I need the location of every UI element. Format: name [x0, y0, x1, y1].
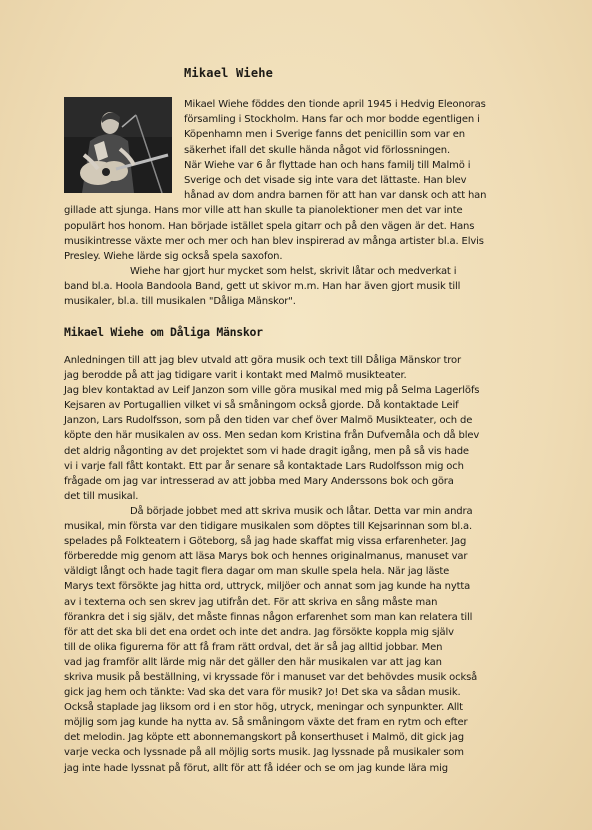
bio-line: Köpenhamn men i Sverige fanns det penicillin som var en	[184, 129, 465, 141]
bio-line: hånad av dom andra barnen för att han var dansk och att han	[184, 190, 487, 202]
page-title: Mikael Wiehe	[184, 66, 274, 80]
bio-line: säkerhet ifall det skulle hända något vid förlossningen.	[184, 144, 450, 156]
article-line: gick jag hem och tänkte: Vad ska det vara för musik? Jo! Det ska va sådan musik.	[64, 687, 461, 699]
article-line: av i texterna och sen skrev jag utifrån det. För att skriva en sång måste man	[64, 596, 438, 608]
article-text	[64, 353, 534, 776]
article-line: spelades på Folkteatern i Göteborg, så jag hade skaffat mig vissa erfarenheter. Jag	[64, 536, 467, 548]
article-line: köpte den här musikalen av oss. Men sedan kom Kristina från Dufvemåla och då blev	[64, 430, 480, 442]
article-line: Anledningen till att jag blev utvald att göra musik och text till Dåliga Mänskor tror	[64, 355, 461, 366]
article-line: förberedde mig genom att läsa Marys bok och hennes originalmanus, manuset var	[64, 551, 468, 563]
article-line: Kejsaren av Portugallien vilket vi så småningom också gjorde. Då kontaktade Leif	[64, 400, 459, 412]
article-line: det aldrig någonting av det projektet som vi hade dragit igång, men på så vis hade	[64, 445, 469, 457]
article-line: Jag blev kontaktad av Leif Janzon som ville göra musikal med mig på Selma Lagerlöfs	[64, 385, 480, 397]
bio-line: Sverige och det visade sig inte vara det lättaste. Han blev	[184, 174, 467, 186]
bio-line: gillade att sjunga. Hans mor ville att han skulle ta pianolektioner men det var inte	[64, 205, 463, 217]
bio-line: Mikael Wiehe föddes den tionde april 1945 i Hedvig Eleonoras	[184, 99, 486, 110]
article-line: till de olika figurerna för att få fram rätt ordval, det är så jag alltid jobbar. Men	[64, 641, 443, 653]
article-line: jag berodde på att jag tidigare varit i kontakt med Malmö musikteater.	[64, 370, 407, 382]
article-line: Marys text försökte jag hitta ord, uttryck, miljöer och annat som jag kunde ha nytta	[64, 581, 471, 593]
article-line: musikal, min första var den tidigare musikalen som döptes till Kejsarinnan som bl.a.	[64, 521, 473, 533]
article-line: det till musikal.	[64, 490, 139, 502]
biography-text	[64, 97, 524, 310]
article-line: Janzon, Lars Rudolfsson, som på den tiden var chef över Malmö Musikteater, och de	[64, 415, 473, 427]
article-line: varje vecka och lyssnade på all möjlig sorts musik. Jag lyssnade på musikaler som	[64, 747, 464, 759]
article-heading: Mikael Wiehe om Dåliga Mänskor	[64, 325, 263, 339]
article-line: väldigt långt och hade tagit flera dagar om man skulle spela hela. När jag läste	[64, 566, 450, 578]
bio-line: band bl.a. Hoola Bandoola Band, gett ut skivor m.m. Han har även gjort musik till	[64, 281, 461, 293]
article-line: för att det ska bli det ena ordet och inte det andra. Jag försökte koppla mig själv	[64, 626, 454, 638]
article-line: möjlig som jag kunde ha nytta av. Så småningom växte det fram en rytm och efter	[64, 717, 468, 729]
bio-line: musikintresse växte mer och mer och han blev inspirerad av många artister bl.a. Elvis	[64, 235, 484, 247]
article-line: Också staplade jag liksom ord i en stor hög, utryck, meningar och synpunkter. Allt	[64, 702, 463, 714]
article-line: skriva musik på beställning, vi kryssade för i manuset var det behövdes musik också	[64, 671, 478, 683]
article-line: förankra det i sig själv, det måste finnas någon erfarenhet som man kan relatera till	[64, 611, 473, 623]
bio-line: Presley. Wiehe lärde sig också spela saxofon.	[64, 250, 283, 262]
bio-line: populärt hos honom. Han började istället spela gitarr och på den vägen är det. Hans	[64, 220, 475, 232]
bio-line: Wiehe har gjort hur mycket som helst, skrivit låtar och medverkat i	[130, 266, 457, 278]
bio-line: församling i Stockholm. Hans far och mor bodde egentligen i	[184, 114, 480, 126]
bio-line: musikaler, bl.a. till musikalen "Dåliga Mänskor".	[64, 296, 296, 308]
article-line: vi i varje fall fått kontakt. Ett par år senare så kontaktade Lars Rudolfsson mig och	[64, 460, 464, 472]
article-line: frågade om jag var intresserad av att jobba med Mary Anderssons bok och göra	[64, 475, 454, 487]
bio-line: När Wiehe var 6 år flyttade han och hans familj till Malmö i	[184, 159, 471, 171]
article-line: det melodin. Jag köpte ett abonnemangskort på konserthuset i Malmö, dit gick jag	[64, 732, 464, 744]
article-line: jag inte hade lyssnat på förut, allt för att få idéer och se om jag kunde lära mig	[64, 762, 448, 774]
article-line: Då började jobbet med att skriva musik och låtar. Detta var min andra	[130, 505, 473, 517]
article-line: vad jag framför allt lärde mig när det gäller den här musikalen var att jag kan	[64, 656, 442, 668]
